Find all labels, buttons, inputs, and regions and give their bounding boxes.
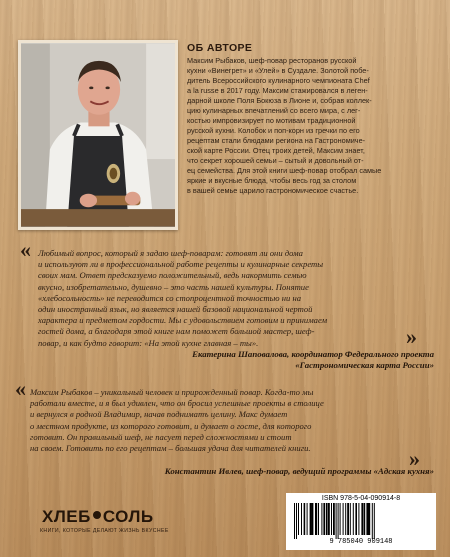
barcode-bars-icon bbox=[290, 503, 432, 539]
attribution-line: Екатерина Шаповалова, координатор Федерального проекта bbox=[192, 349, 434, 359]
barcode-bar bbox=[358, 503, 359, 535]
about-line: дитель Всероссийского кулинарного чемпионата Chef bbox=[187, 76, 370, 85]
barcode-bar bbox=[350, 503, 351, 535]
about-line: рецептам стали блюдами региона на Гастрономиче- bbox=[187, 136, 366, 145]
barcode-bar bbox=[345, 503, 346, 535]
barcode-bar bbox=[368, 503, 370, 535]
barcode-bar bbox=[361, 503, 363, 535]
logo-word-left: ХЛЕБ bbox=[42, 507, 91, 526]
barcode-bar bbox=[296, 503, 297, 539]
close-quote-icon: » bbox=[409, 446, 420, 471]
logo-dot-icon bbox=[93, 511, 101, 519]
open-quote-icon: « bbox=[15, 376, 26, 401]
quote-shapovalova bbox=[38, 248, 418, 349]
quote-line: о местном продукте, из которого готовит, и думает о госте, для которого bbox=[30, 420, 312, 431]
quote-ivlev bbox=[30, 387, 410, 454]
about-line: Максим Рыбаков, шеф-повар ресторанов русской bbox=[187, 56, 357, 65]
barcode-bar bbox=[333, 503, 335, 535]
about-line: ец семейства. Для этой книги шеф-повар отобрал самые bbox=[187, 166, 382, 175]
quote-line: работали вместе, и я был удивлен, что он бросил успешные проекты в столице bbox=[30, 398, 324, 409]
barcode-bar bbox=[321, 503, 322, 535]
barcode-bar bbox=[315, 503, 317, 535]
quote-line: своих мам. Ответ предсказуемо положительный, ведь накормить семью bbox=[38, 270, 307, 281]
quote-line: на своем. Готовить по его рецептам – большая удача для читателей книги. bbox=[30, 443, 311, 454]
about-author-text bbox=[187, 56, 435, 196]
quote-line: Максим Рыбаков – уникальный человек и прирожденный повар. Когда-то мы bbox=[30, 387, 314, 397]
quote-line: гостей дома, а благодаря этой книге нам поможет большой мастер, шеф- bbox=[38, 326, 315, 337]
isbn-number: ISBN 978-5-04-090914-8 bbox=[321, 495, 401, 502]
about-line: цию кулинарных впечатлений со всего мира, с лег- bbox=[187, 106, 361, 115]
barcode-bar bbox=[372, 503, 373, 539]
quote-line: и вернулся в родной Владимир, начав подниматъ целину. Макс думает bbox=[30, 409, 288, 420]
barcode-bar bbox=[307, 503, 308, 535]
quote-line: вкусно, изобретательно, душевно – это часть нашей культуры. Понятие bbox=[38, 281, 309, 292]
barcode-bar bbox=[318, 503, 319, 535]
barcode-bar bbox=[347, 503, 349, 535]
barcode-bar bbox=[374, 503, 375, 539]
author-portrait-image bbox=[21, 43, 175, 227]
about-line: русской кухни. Колобок и поп-корн из гречки по его bbox=[187, 126, 360, 135]
barcode-bar bbox=[301, 503, 302, 535]
barcode-bar bbox=[326, 503, 328, 535]
barcode-digits: 9 785040 909148 bbox=[329, 538, 393, 546]
barcode-bar bbox=[355, 503, 357, 535]
about-line: ской карте России. Отец троих детей, Максим знает, bbox=[187, 146, 365, 155]
publisher-logo bbox=[42, 507, 154, 527]
about-line: кухни «Винегрет» и «Улей» в Суздале. Золотой побе- bbox=[187, 66, 369, 75]
attribution-line: «Гастрономическая карта России» bbox=[295, 360, 434, 370]
close-quote-icon: » bbox=[406, 324, 417, 349]
about-author-title: ОБ АВТОРЕ bbox=[187, 42, 253, 54]
quote-attribution bbox=[165, 466, 434, 477]
about-line: яркие и вкусные блюда, чтобы весь год за столом bbox=[187, 176, 357, 185]
barcode-bar bbox=[363, 503, 365, 535]
about-line: дарной школе Поля Бокюза в Лионе и, собрав коллек- bbox=[187, 96, 372, 105]
quote-line: Любимый вопрос, который я задаю шеф-поварам: готовят ли они дома bbox=[38, 248, 303, 258]
author-photo bbox=[18, 40, 178, 230]
barcode-bar bbox=[298, 503, 299, 535]
barcode-bar bbox=[340, 503, 341, 535]
quote-line: «хлебосольность» не переводится со стопроцентной точностью ни на bbox=[38, 292, 302, 303]
logo-word-right: СОЛЬ bbox=[102, 507, 154, 526]
quote-line: готовит. Он правильный шеф, не пасует перед сложностями и стоит bbox=[30, 431, 292, 442]
about-line: костью импровизирует по мотивам традиционной bbox=[187, 116, 356, 125]
barcode-bar bbox=[323, 503, 325, 535]
barcode-bar bbox=[366, 503, 368, 535]
barcode-bar bbox=[331, 503, 332, 535]
about-line: в вашей семье царило гастрономическое счастье. bbox=[187, 186, 359, 195]
barcode-bar bbox=[353, 503, 354, 535]
quote-line: характера и предметом гордости. Мы с удовольствием готовим и принимаем bbox=[38, 315, 328, 326]
barcode-bar bbox=[310, 503, 312, 535]
barcode-bar bbox=[343, 503, 344, 535]
barcode-bar bbox=[294, 503, 295, 539]
attribution-line: Константин Ивлев, шеф-повар, ведущий программы «Адская кухня» bbox=[164, 466, 434, 476]
barcode-bar bbox=[336, 503, 337, 539]
about-line: что секрет хорошей семьи – сытый и довольный от- bbox=[187, 156, 364, 165]
quote-attribution bbox=[192, 349, 434, 371]
quote-line: и используют ли в профессиональной работе рецепты и кулинарные секреты bbox=[38, 259, 324, 270]
isbn-barcode bbox=[286, 493, 436, 550]
about-line: a la russe в 2017 году. Максим стажировался в леген- bbox=[187, 86, 368, 95]
quote-line: один иностранный язык, но является нашей базовой национальной чертой bbox=[38, 304, 313, 315]
barcode-bar bbox=[338, 503, 339, 539]
barcode-bar bbox=[312, 503, 314, 535]
open-quote-icon: « bbox=[20, 237, 31, 262]
barcode-bar bbox=[304, 503, 306, 535]
publisher-tagline: КНИГИ, КОТОРЫЕ ДЕЛАЮТ ЖИЗНЬ ВКУСНЕЕ bbox=[40, 528, 169, 534]
quote-line: повар, и как будто говорит: «На этой кухне главная – ты». bbox=[38, 337, 259, 348]
barcode-bar bbox=[328, 503, 330, 535]
